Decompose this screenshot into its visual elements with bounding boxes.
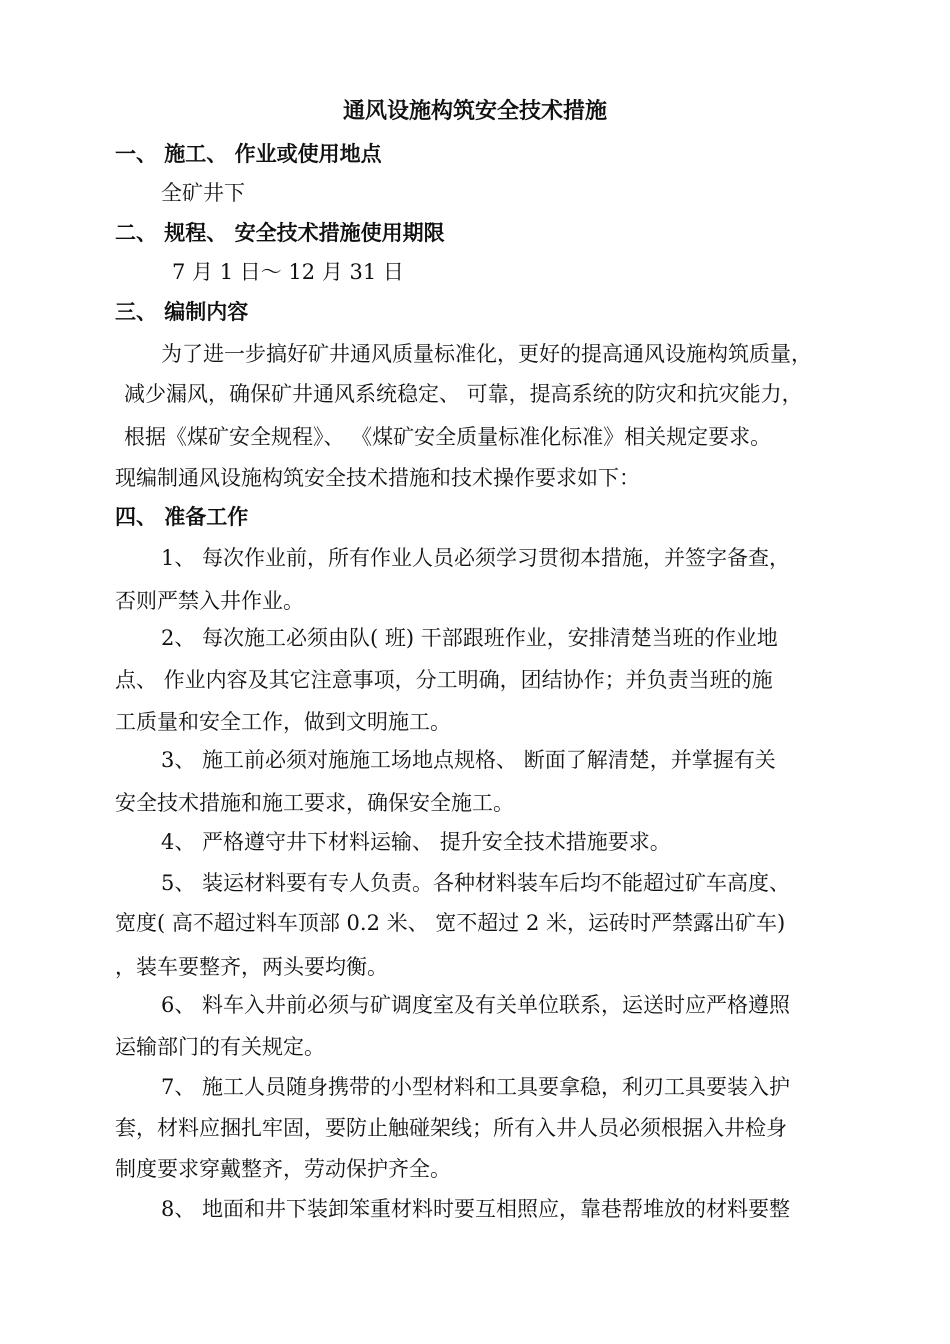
list-item-line: 5、 装运材料要有专人负责。各种材料装车后均不能超过矿车高度、 [161, 871, 791, 895]
section-heading-3: 三、 编制内容 [115, 300, 249, 324]
section-2-content: 7 月 1 日～ 12 月 31 日 [172, 260, 404, 284]
list-item-line: 安全技术措施和施工要求，确保安全施工。 [115, 791, 514, 815]
list-item-line: 6、 料车入井前必须与矿调度室及有关单位联系，运送时应严格遵照 [161, 993, 791, 1017]
list-item-line: 3、 施工前必须对施施工场地点规格、 断面了解清楚，并掌握有关 [161, 748, 776, 772]
section-3-line: 减少漏风，确保矿井通风系统稳定、 可靠，提高系统的防灾和抗灾能力， [124, 382, 803, 406]
section-1-content: 全矿井下 [161, 181, 245, 205]
section-heading-4: 四、 准备工作 [115, 505, 249, 529]
list-item-line: 运输部门的有关规定。 [115, 1035, 325, 1059]
section-3-line: 根据《煤矿安全规程》、 《煤矿安全质量标准化标准》相关规定要求。 [124, 425, 772, 449]
list-item-line: 2、 每次施工必须由队( 班) 干部跟班作业，安排清楚当班的作业地 [161, 626, 778, 650]
list-item-line: 7、 施工人员随身携带的小型材料和工具要拿稳，利刃工具要装入护 [161, 1075, 791, 1099]
list-item-line: 套，材料应捆扎牢固，要防止触碰架线；所有入井人员必须根据入井检身 [115, 1116, 787, 1140]
section-3-line: 为了进一步搞好矿井通风质量标准化，更好的提高通风设施构筑质量， [161, 342, 812, 366]
list-item-line: 1、 每次作业前，所有作业人员必须学习贯彻本措施，并签字备查， [161, 546, 791, 570]
document-title: 通风设施构筑安全技术措施 [342, 99, 607, 124]
list-item-line: 否则严禁入井作业。 [115, 589, 304, 613]
list-item-line: 点、 作业内容及其它注意事项，分工明确，团结协作；并负责当班的施 [115, 668, 773, 692]
list-item-line: 4、 严格遵守井下材料运输、 提升安全技术措施要求。 [161, 830, 671, 854]
section-heading-1: 一、 施工、 作业或使用地点 [115, 142, 382, 166]
list-item-line: 制度要求穿戴整齐，劳动保护齐全。 [115, 1157, 451, 1181]
list-item-line: 宽度( 高不超过料车顶部 0.2 米、 宽不超过 2 米，运砖时严禁露出矿车) [115, 911, 786, 935]
list-item-line: 工质量和安全工作，做到文明施工。 [115, 710, 451, 734]
list-item-line: ，装车要整齐，两头要均衡。 [115, 955, 388, 979]
section-3-line: 现编制通风设施构筑安全技术措施和技术操作要求如下： [115, 466, 640, 490]
list-item-line: 8、 地面和井下装卸笨重材料时要互相照应，靠巷帮堆放的材料要整 [161, 1197, 791, 1221]
section-heading-2: 二、 规程、 安全技术措施使用期限 [115, 221, 445, 245]
